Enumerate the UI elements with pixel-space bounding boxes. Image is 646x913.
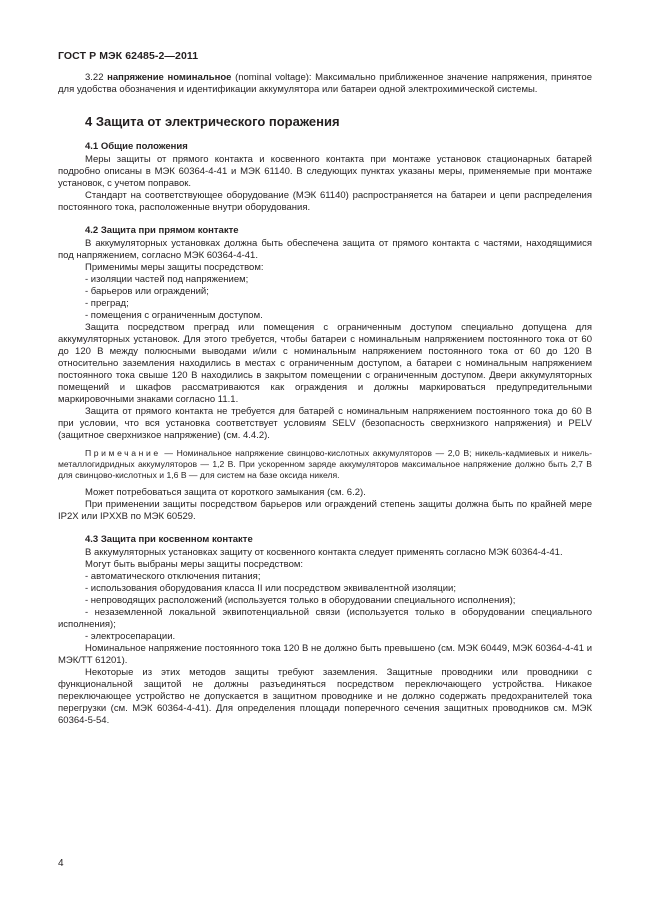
paragraph: Меры защиты от прямого контакта и косвенного контакта при монтаже установок стационарных батарей подробно описаны в МЭК 60364-4-41 и МЭК 61140. В следующих пунктах указаны меры, применяемые при монтаже установок, с учетом поправок. [58, 154, 592, 189]
running-header: ГОСТ Р МЭК 62485-2—2011 [58, 50, 199, 62]
section-4-title: 4 Защита от электрического поражения [85, 114, 340, 129]
paragraph: Могут быть выбраны меры защиты посредством: [85, 559, 304, 570]
definition-3-22 [58, 72, 592, 96]
list-item: - изоляции частей под напряжением; [85, 274, 249, 285]
list-item: - барьеров или ограждений; [85, 286, 209, 297]
page-body [58, 72, 592, 727]
paragraph: Может потребоваться защита от короткого замыкания (см. 6.2). [85, 487, 366, 498]
paragraph: Защита от прямого контакта не требуется для батарей с номинальным напряжением постоянного тока до 60 В при условии, что вся установка соответствует условиям SELV (безопасность сверхнизкого напряжения) и PELV (защитное сверхнизкое напряжение) (см. 4.4.2). [58, 406, 592, 441]
paragraph: Стандарт на соответствующее оборудование (МЭК 61140) распространяется на батареи и цепи распределения постоянного тока, расположенные внутри оборудования. [58, 190, 592, 213]
note [58, 448, 592, 481]
section-4-3-title: 4.3 Защита при косвенном контакте [85, 534, 253, 545]
page-number: 4 [58, 858, 64, 869]
paragraph: В аккумуляторных установках должна быть обеспечена защита от прямого контакта с частями, находящимися под напряжением, согласно МЭК 60364-4-41. [58, 238, 592, 261]
section-4-2-title: 4.2 Защита при прямом контакте [85, 225, 239, 236]
note-label: Примечание [85, 448, 161, 458]
paragraph: Некоторые из этих методов защиты требуют заземления. Защитные проводники или проводники с функциональной защитой не должны разъединяться посредством переключающего устройства. Никакое переключающее устройство не допускается в защитном проводнике и не должно содержать предохранителей тока перегрузки (см. МЭК 60364-4-41). Для определения площади поперечного сечения защитных проводников см. МЭК 60364-5-54. [58, 667, 592, 726]
note-text: — Номинальное напряжение свинцово-кислотных аккумуляторов — 2,0 В; никель-кадмиевых и никель-металлогидридных аккумуляторов — 1,2 В. При ускоренном заряде аккумуляторов максимальное напряжение должно быть 2,7 В для свинцово-кислотных и 1,6 В — для систем на базе оксида никеля. [58, 448, 592, 480]
definition-text: (nominal voltage): Максимально приближенное значение напряжения, принятое для удобства обозначения и идентификации аккумулятора или батареи одной электрохимической системы. [58, 72, 592, 95]
paragraph: Защита посредством преград или помещения с ограниченным доступом специально допущена для аккумуляторных установок. Для этого требуется, чтобы батареи с номинальным напряжением постоянного тока от 60 до 120 В между полюсными выводами и/или с номинальным напряжением постоянного тока от 60 до 120 В относительно заземления находились в местах с ограниченным доступом, а батареи с номинальным напряжением постоянного тока свыше 120 В находились в закрытом помещении с ограниченным доступом. Двери аккумуляторных помещений и шкафов рассматриваются как ограждения и должны маркироваться предупредительными маркировочными знаками согласно 11.1. [58, 322, 592, 405]
paragraph: В аккумуляторных установках защиту от косвенного контакта следует применять согласно МЭК 60364-4-41. [85, 547, 563, 558]
paragraph: Номинальное напряжение постоянного тока 120 В не должно быть превышено (см. МЭК 60449, МЭК 60364-4-41 и МЭК/ТТ 61201). [58, 643, 592, 666]
list-item: - незаземленной локальной эквипотенциальной связи (используется только в оборудовании специального исполнения); [58, 607, 592, 630]
paragraph: При применении защиты посредством барьеров или ограждений степень защиты должна быть по крайней мере IP2X или IPXXB по МЭК 60529. [58, 499, 592, 522]
list-item: - непроводящих расположений (используется только в оборудовании специального исполнения); [85, 595, 516, 606]
list-item: - преград; [85, 298, 129, 309]
list-item: - использования оборудования класса II или посредством эквивалентной изоляции; [85, 583, 456, 594]
definition-term: напряжение номинальное [107, 72, 232, 83]
list-item: - электросепарации. [85, 631, 176, 642]
list-item: - автоматического отключения питания; [85, 571, 261, 582]
definition-number: 3.22 [85, 72, 104, 83]
section-4-1-title: 4.1 Общие положения [85, 141, 188, 152]
paragraph: Применимы меры защиты посредством: [85, 262, 264, 273]
list-item: - помещения с ограниченным доступом. [85, 310, 263, 321]
